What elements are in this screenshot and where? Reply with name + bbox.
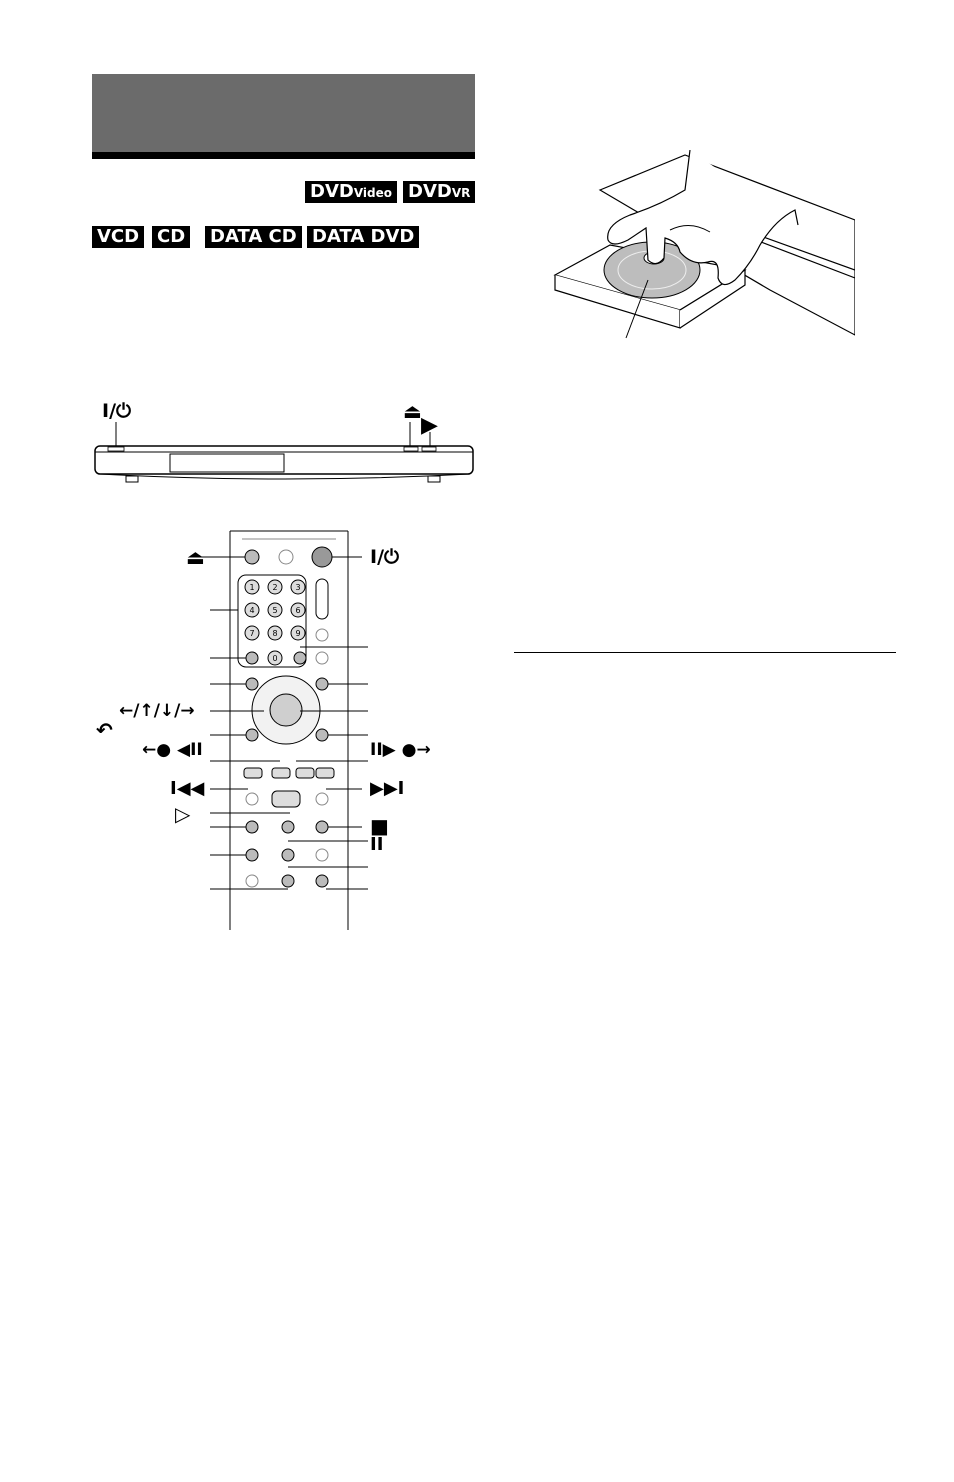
key-label-2: 2	[272, 583, 278, 592]
remote-next-label: ▶▶I	[370, 778, 405, 799]
remote-power-label: I/⏻	[370, 546, 400, 568]
section-header-rule	[92, 152, 475, 159]
player-eject-label: ⏏	[403, 399, 422, 423]
player-power-label: I/⏻	[102, 400, 132, 422]
key-label-0: 0	[272, 654, 278, 663]
badge-data-cd: DATA CD	[205, 226, 302, 248]
badge-dvd-video: DVDVideo	[305, 181, 397, 203]
key-label-6: 6	[295, 606, 301, 615]
key-label-8: 8	[272, 629, 278, 638]
remote-advance-label: II▶ ●→	[370, 740, 431, 760]
section-header-bar	[92, 74, 475, 152]
player-front-panel-illustration	[92, 418, 477, 490]
key-label-7: 7	[249, 629, 255, 638]
key-label-9: 9	[295, 629, 301, 638]
remote-control-illustration	[150, 525, 390, 933]
key-label-1: 1	[249, 583, 255, 592]
badge-vcd: VCD	[92, 226, 144, 248]
remote-return-label: ↶	[96, 718, 113, 742]
remote-pause-label: II	[370, 834, 384, 855]
key-label-3: 3	[295, 583, 301, 592]
section-divider	[514, 652, 896, 653]
badge-dvd-vr: DVDVR	[403, 181, 475, 203]
badge-cd: CD	[152, 226, 190, 248]
key-label-4: 4	[249, 606, 255, 615]
remote-play-label: ▷	[175, 802, 191, 826]
remote-eject-label: ⏏	[186, 545, 205, 569]
disc-insertion-illustration	[550, 150, 855, 345]
key-label-5: 5	[272, 606, 278, 615]
remote-cursor-label: ←/↑/↓/→	[119, 701, 195, 721]
remote-stop-label: ■	[370, 814, 389, 838]
remote-replay-label: ←● ◀II	[142, 740, 203, 760]
player-play-label: ▶	[421, 413, 438, 438]
badge-data-dvd: DATA DVD	[307, 226, 419, 248]
remote-prev-label: I◀◀	[170, 778, 205, 799]
